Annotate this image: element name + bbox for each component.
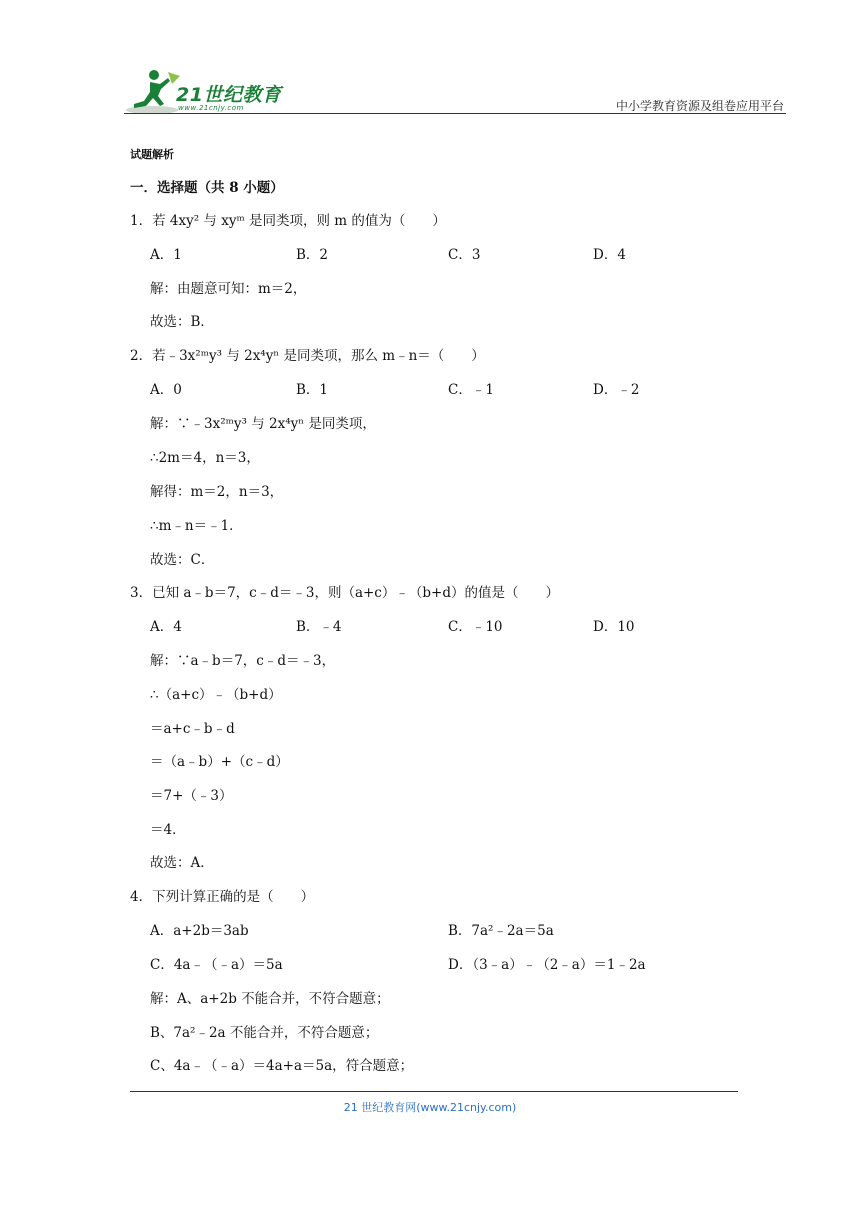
q2-option-b: B．1: [296, 382, 329, 398]
q1-option-c: C．3: [448, 247, 481, 263]
q3-solution-3: ＝a+c﹣b﹣d: [150, 721, 235, 737]
q4-option-a: A．a+2b＝3ab: [150, 923, 249, 939]
q2-option-d: D．﹣2: [593, 382, 640, 398]
q3-solution-5: ＝7+（﹣3）: [150, 788, 233, 804]
q3-solution-1: 解：∵a﹣b＝7，c﹣d＝﹣3，: [150, 653, 336, 669]
q3-option-c: C．﹣10: [448, 619, 503, 635]
q1-option-d: D．4: [593, 247, 626, 263]
q3-option-d: D．10: [593, 619, 635, 635]
section-title: 一．选择题（共 8 小题）: [130, 180, 284, 196]
footer-link[interactable]: 21 世纪教育网(www.21cnjy.com): [343, 1101, 517, 1114]
q2-solution-1: 解：∵﹣3x²ᵐy³ 与 2x⁴yⁿ 是同类项，: [150, 416, 376, 432]
header-divider: [124, 113, 786, 114]
q3-solution-4: ＝（a﹣b）+（c﹣d）: [150, 754, 289, 770]
q2-solution-4: ∴m﹣n＝﹣1．: [150, 518, 243, 534]
footer-divider: [130, 1091, 738, 1092]
q3-stem: 3．已知 a﹣b＝7，c﹣d＝﹣3，则（a+c）﹣（b+d）的值是（ ）: [130, 585, 559, 601]
q4-option-b: B．7a²﹣2a＝5a: [448, 923, 554, 939]
platform-name: 中小学教育资源及组卷应用平台: [615, 99, 784, 113]
q3-solution-6: ＝4．: [150, 822, 186, 838]
q4-solution-2: B、7a²﹣2a 不能合并，不符合题意；: [150, 1025, 379, 1041]
q2-answer: 故选：C．: [150, 552, 215, 568]
q2-solution-2: ∴2m＝4，n＝3，: [150, 450, 260, 466]
logo: [124, 66, 294, 118]
logo-url: www.21cnjy.com: [178, 104, 244, 112]
q4-option-c: C．4a﹣（﹣a）＝5a: [150, 957, 283, 973]
q4-solution-3: C、4a﹣（﹣a）＝4a+a＝5a，符合题意；: [150, 1058, 414, 1074]
q4-solution-1: 解：A、a+2b 不能合并，不符合题意；: [150, 991, 390, 1007]
q2-stem: 2．若﹣3x²ᵐy³ 与 2x⁴yⁿ 是同类项，那么 m﹣n＝（ ）: [130, 348, 485, 364]
logo-text: 21世纪教育: [176, 84, 282, 106]
q1-option-a: A．1: [150, 247, 182, 263]
q3-option-a: A．4: [150, 619, 182, 635]
q3-answer: 故选：A．: [150, 855, 214, 871]
q1-option-b: B．2: [296, 247, 329, 263]
q1-answer: 故选：B．: [150, 314, 214, 330]
q2-option-c: C．﹣1: [448, 382, 494, 398]
runner-logo-icon: [124, 66, 184, 118]
q4-option-d: D．（3﹣a）﹣（2﹣a）＝1﹣2a: [448, 957, 646, 973]
q1-solution-1: 解：由题意可知：m＝2，: [150, 281, 307, 297]
q1-stem: 1．若 4xy² 与 xyᵐ 是同类项，则 m 的值为（ ）: [130, 213, 446, 229]
q4-stem: 4．下列计算正确的是（ ）: [130, 889, 315, 905]
q2-option-a: A．0: [150, 382, 182, 398]
q3-option-b: B．﹣4: [296, 619, 342, 635]
q2-solution-3: 解得：m＝2，n＝3，: [150, 484, 284, 500]
doc-heading: 试题解析: [130, 148, 174, 161]
q3-solution-2: ∴（a+c）﹣（b+d）: [150, 687, 282, 703]
